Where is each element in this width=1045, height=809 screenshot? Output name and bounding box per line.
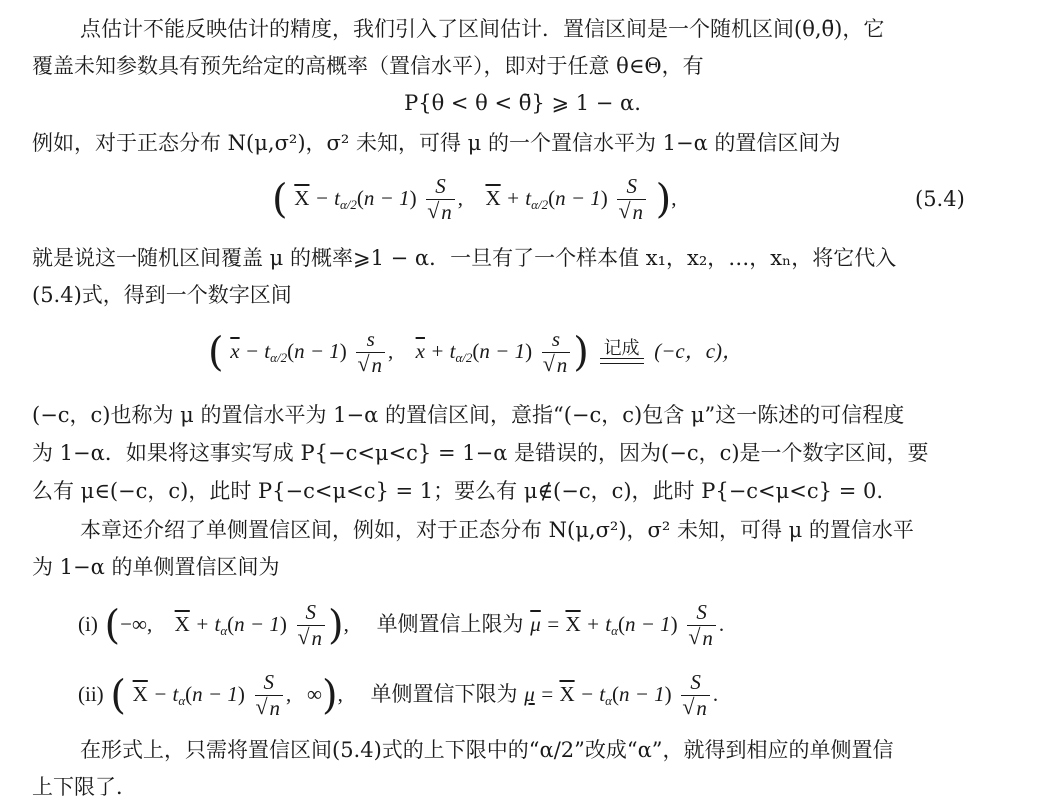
p4-line1: 在形式上，只需将置信区间(5.4)式的上下限中的“α/2”改成“α”，就得到相应的单侧置信	[80, 738, 894, 762]
one-sided-upper: (i) (−∞, $\overline{X} + t_\alpha(n - 1)$ S √ n ), 单侧置信上限为 $\overline{\mu} = \overline{X} + t_\alpha(n - 1)$ S √ n .	[78, 598, 724, 650]
item-ii-label: (ii)	[78, 682, 104, 706]
numeric-interval-equation: ( $\overline{x} - t_{\alpha/2}(n - 1)$ s √ n , $\overline{x} + t_{\alpha/2}(n - 1)$ s √ n ) 记成 (−c，c)，	[208, 325, 743, 377]
p4-line2: 上下限了．	[32, 775, 137, 799]
one-sided-lower: (ii) ( $\overline{X} - t_\alpha(n - 1)$ S √ n , ∞), 单侧置信下限为 $\mu = \overline{X} - t_\alpha(n - 1)$ S √ n .	[78, 668, 718, 720]
p2-line5: 为 1−α．如果将这事实写成 P{−c<μ<c} = 1−α 是错误的，因为(−c，c)是一个数字区间，要	[32, 441, 929, 465]
p1-line1: 点估计不能反映估计的精度，我们引入了区间估计．置信区间是一个随机区间(θ,θ̄)，它	[80, 17, 885, 41]
note-above: 记成	[603, 338, 640, 359]
p3-line1: 本章还介绍了单侧置信区间，例如，对于正态分布 N(μ,σ²)，σ² 未知，可得 μ 的置信水平	[80, 518, 914, 542]
p2-line1: 例如，对于正态分布 N(μ,σ²)，σ² 未知，可得 μ 的一个置信水平为 1−α 的置信区间为	[32, 131, 841, 155]
p2-line2: 就是说这一随机区间覆盖 μ 的概率⩾1 − α．一旦有了一个样本值 x₁，x₂，…，xₙ，将它代入	[32, 246, 897, 270]
equation-number: (5.4)	[915, 187, 965, 211]
p3-line2: 为 1−α 的单侧置信区间为	[32, 555, 280, 579]
item-ii-text: 单侧置信下限为	[370, 682, 518, 706]
p2-line3: (5.4)式，得到一个数字区间	[32, 283, 292, 307]
item-i-text: 单侧置信上限为	[376, 612, 524, 636]
result-interval: (−c，c)，	[654, 339, 744, 363]
p1-line2: 覆盖未知参数具有预先给定的高概率（置信水平），即对于任意 θ∈Θ，有	[32, 54, 704, 78]
equation-5-4: ( $\overline{X} - t_{\alpha/2}(n - 1)$ S √ n , $\overline{X} + t_{\alpha/2}(n - 1)$ S √ n ),	[272, 172, 677, 224]
p2-line4: (−c，c)也称为 μ 的置信水平为 1−α 的置信区间，意指“(−c，c)包含 μ”这一陈述的可信程度	[32, 403, 905, 427]
p2-line6: 么有 μ∈(−c，c)，此时 P{−c<μ<c} = 1；要么有 μ∉(−c，c)，此时 P{−c<μ<c} = 0.	[32, 479, 884, 503]
item-i-label: (i)	[78, 612, 98, 636]
p1-formula: P{θ < θ < θ̄} ⩾ 1 − α.	[404, 91, 641, 115]
